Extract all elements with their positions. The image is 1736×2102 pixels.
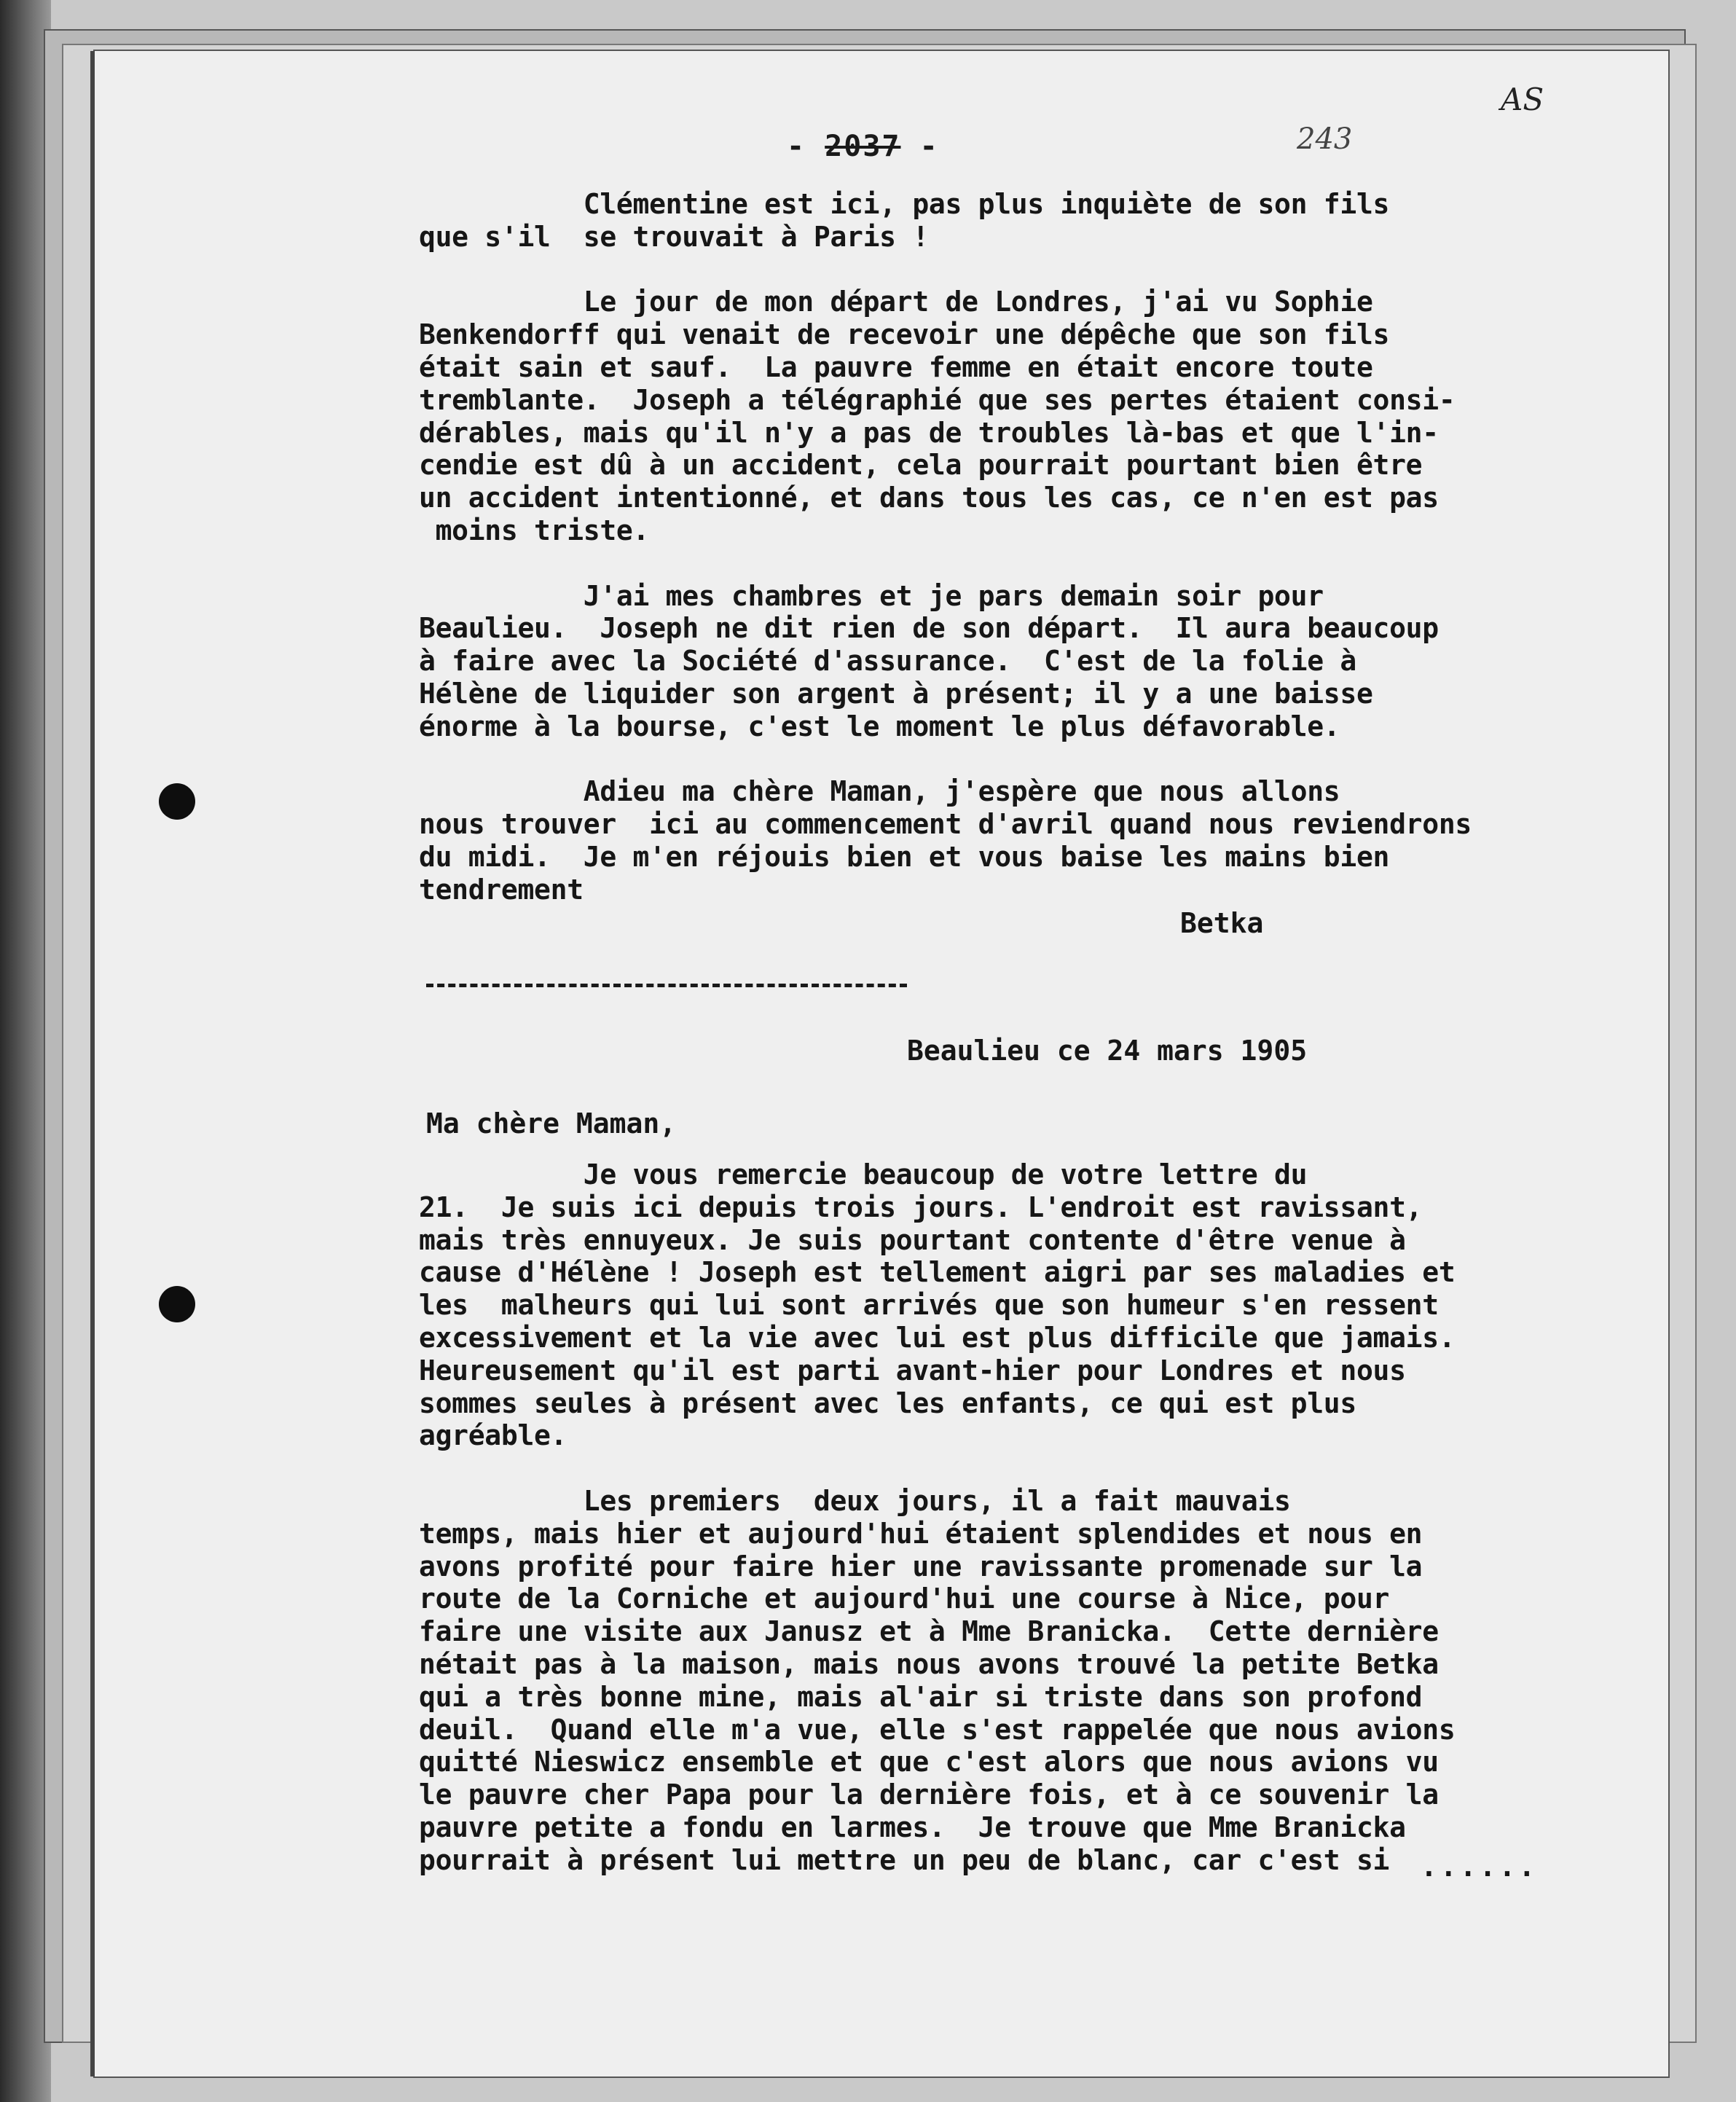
typed-page-number — [787, 130, 939, 163]
page-number-dash-right: - — [900, 130, 939, 163]
letter-separator — [426, 984, 907, 987]
text-line: temps, mais hier et aujourd'hui étaient splendides et nous en — [419, 1517, 1423, 1550]
text-line: route de la Corniche et aujourd'hui une course à Nice, pour — [419, 1583, 1390, 1615]
text-line: nétait pas à la maison, mais nous avons trouvé la petite Betka — [419, 1647, 1439, 1680]
text-line: tendrement — [419, 873, 584, 906]
text-line: Beaulieu. Joseph ne dit rien de son départ. Il aura beaucoup — [419, 612, 1439, 645]
punch-hole — [159, 783, 195, 820]
text-line: Benkendorff qui venait de recevoir une dépêche que son fils — [419, 318, 1390, 351]
text-line: Le jour de mon départ de Londres, j'ai vu Sophie — [419, 286, 1373, 318]
text-line: faire une visite aux Janusz et à Mme Branicka. Cette dernière — [419, 1615, 1439, 1648]
text-line: avons profité pour faire hier une ravissante promenade sur la — [419, 1550, 1423, 1583]
text-line: cause d'Hélène ! Joseph est tellement aigri par ses maladies et — [419, 1256, 1456, 1289]
text-line — [419, 1452, 1614, 1485]
text-line: mais très ennuyeux. Je suis pourtant contente d'être venue à — [419, 1223, 1406, 1256]
text-line: deuil. Quand elle m'a vue, elle s'est rappelée que nous avions — [419, 1713, 1456, 1746]
text-line: quitté Nieswicz ensemble et que c'est alors que nous avions vu — [419, 1746, 1439, 1779]
letter1-signature: Betka — [1180, 907, 1264, 939]
text-line — [419, 254, 1614, 286]
text-line: pauvre petite a fondu en larmes. Je trouve que Mme Branicka — [419, 1811, 1406, 1843]
punch-hole — [159, 1286, 195, 1322]
text-line: Clémentine est ici, pas plus inquiète de son fils — [419, 188, 1390, 220]
text-line: les malheurs qui lui sont arrivés que son humeur s'en ressent — [419, 1289, 1439, 1322]
text-line: Adieu ma chère Maman, j'espère que nous allons — [419, 775, 1340, 808]
text-line: du midi. Je m'en réjouis bien et vous baise les mains bien — [419, 840, 1390, 873]
continuation-dots: ...... — [1421, 1851, 1539, 1883]
text-line: pourrait à présent lui mettre un peu de blanc, car c'est si — [419, 1843, 1390, 1876]
text-line: agréable. — [419, 1419, 567, 1452]
text-line: 21. Je suis ici depuis trois jours. L'endroit est ravissant, — [419, 1191, 1423, 1223]
text-line: le pauvre cher Papa pour la dernière fois, et à ce souvenir la — [419, 1779, 1439, 1811]
text-line: dérables, mais qu'il n'y a pas de troubles là-bas et que l'in- — [419, 416, 1439, 449]
text-line: était sain et sauf. La pauvre femme en était encore toute — [419, 350, 1373, 383]
text-line: tremblante. Joseph a télégraphié que ses pertes étaient consi- — [419, 383, 1456, 416]
text-line: Heureusement qu'il est parti avant-hier pour Londres et nous — [419, 1354, 1406, 1387]
text-line — [419, 547, 1614, 580]
page-number-dash-left: - — [787, 130, 825, 163]
text-line: que s'il se trouvait à Paris ! — [419, 220, 929, 253]
text-line: Hélène de liquider son argent à présent; il y a une baisse — [419, 677, 1373, 710]
text-line: Je vous remercie beaucoup de votre lettre du — [419, 1158, 1308, 1191]
text-line: à faire avec la Société d'assurance. C'est de la folie à — [419, 645, 1356, 678]
text-line: nous trouver ici au commencement d'avril quand nous reviendrons — [419, 808, 1472, 841]
text-line: cendie est dû à un accident, cela pourrait pourtant bien être — [419, 449, 1423, 482]
text-line: Les premiers deux jours, il a fait mauvais — [419, 1484, 1291, 1517]
text-line: excessivement et la vie avec lui est plus difficile que jamais. — [419, 1321, 1456, 1354]
letter2-dateline: Beaulieu ce 24 mars 1905 — [907, 1035, 1308, 1067]
text-line: énorme à la bourse, c'est le moment le plus défavorable. — [419, 710, 1340, 742]
text-line — [419, 743, 1614, 776]
text-line: un accident intentionné, et dans tous les cas, ce n'en est pas — [419, 482, 1439, 514]
text-line: J'ai mes chambres et je pars demain soir pour — [419, 579, 1324, 612]
text-line: moins triste. — [419, 514, 650, 546]
handwritten-page-number: 243 — [1297, 122, 1353, 156]
letter1-body — [419, 188, 1614, 906]
letter2-greeting: Ma chère Maman, — [426, 1107, 677, 1140]
letter2-body — [419, 1158, 1614, 1877]
page-number-struck: 2037 — [825, 130, 901, 163]
text-line: qui a très bonne mine, mais al'air si triste dans son profond — [419, 1680, 1423, 1713]
text-line: sommes seules à présent avec les enfants, ce qui est plus — [419, 1387, 1356, 1419]
handwritten-corner-mark: AS — [1501, 82, 1544, 117]
